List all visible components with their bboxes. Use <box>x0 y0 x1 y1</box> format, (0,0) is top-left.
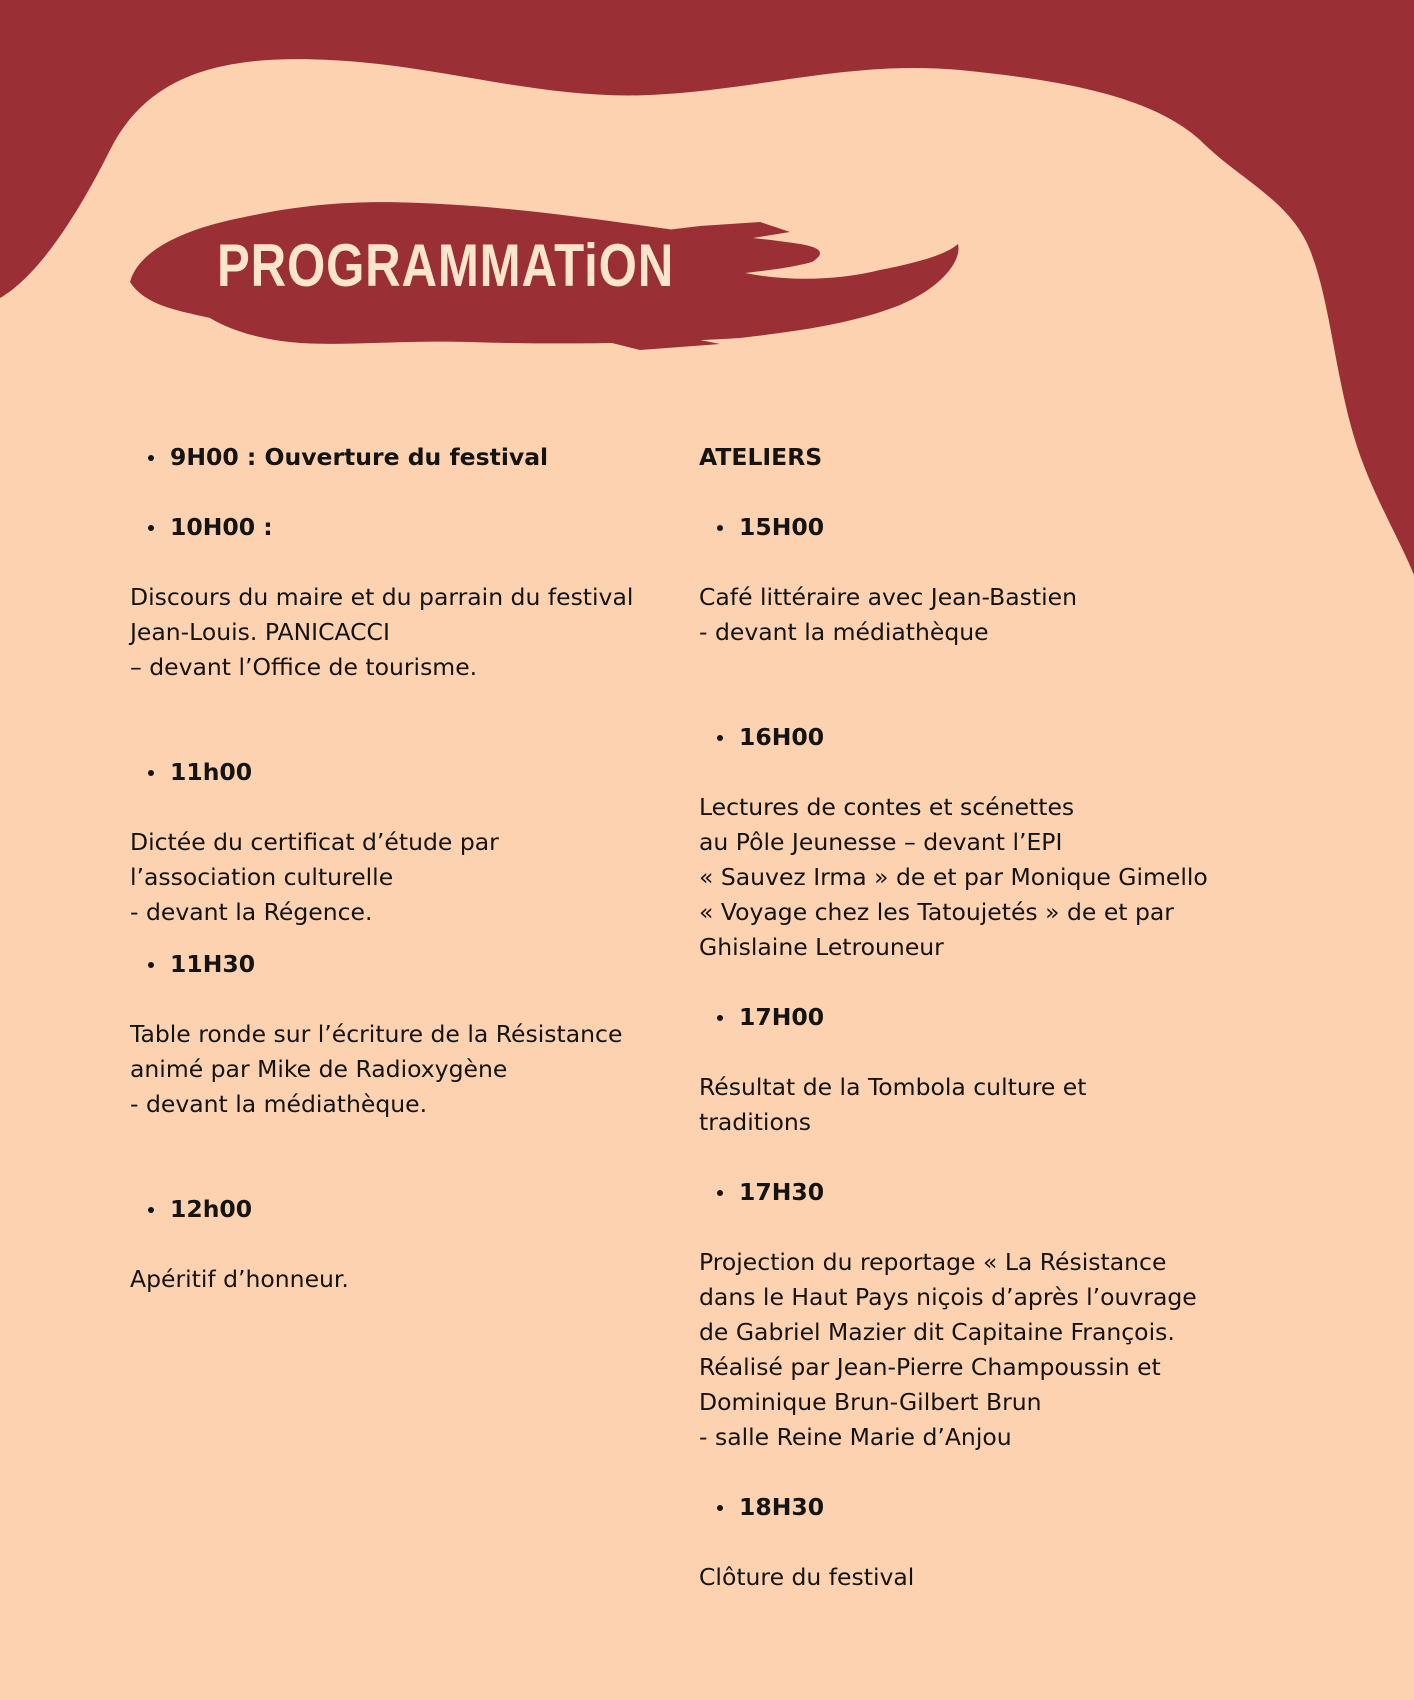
schedule-time-11h00: 11h00 <box>130 755 690 790</box>
page-title: PROGRAMMATiON <box>217 232 675 299</box>
bullet-dot <box>717 1015 723 1021</box>
bullet-dot <box>148 770 154 776</box>
schedule-time-17h00: 17H00 <box>699 1000 1299 1035</box>
schedule-desc-16h00: Lectures de contes et scénettes au Pôle Jeunesse – devant l’EPI « Sauvez Irma » de et par Monique Gimello « Voyage chez les Tatoujetés » de et par Ghislaine Letrouneur <box>699 793 1208 961</box>
bullet-dot <box>148 455 154 461</box>
bullet-dot <box>717 1190 723 1196</box>
schedule-time-16h00: 16H00 <box>699 720 1299 755</box>
schedule-time-9h00: 9H00 : Ouverture du festival <box>130 440 690 475</box>
bullet-dot <box>148 525 154 531</box>
bullet-dot <box>717 525 723 531</box>
schedule-time-12h00: 12h00 <box>130 1192 690 1227</box>
schedule-desc-12h00: Apéritif d’honneur. <box>130 1265 349 1293</box>
schedule-time-17h30: 17H30 <box>699 1175 1299 1210</box>
schedule-desc-11h30: Table ronde sur l’écriture de la Résistance animé par Mike de Radioxygène - devant la médiathèque. <box>130 1020 623 1118</box>
schedule-time-15h00: 15H00 <box>699 510 1299 545</box>
right-schedule-column <box>699 440 1299 1595</box>
left-schedule-column <box>130 440 690 1297</box>
bullet-dot <box>717 735 723 741</box>
bullet-dot <box>717 1505 723 1511</box>
schedule-desc-18h30: Clôture du festival <box>699 1563 915 1591</box>
bullet-dot <box>148 962 154 968</box>
bullet-dot <box>148 1207 154 1213</box>
schedule-desc-17h00: Résultat de la Tombola culture et traditions <box>699 1073 1087 1136</box>
schedule-desc-15h00: Café littéraire avec Jean-Bastien - devant la médiathèque <box>699 583 1077 646</box>
schedule-time-11h30: 11H30 <box>130 947 690 982</box>
schedule-time-18h30: 18H30 <box>699 1490 1299 1525</box>
schedule-desc-11h00: Dictée du certificat d’étude par l’association culturelle - devant la Régence. <box>130 828 499 926</box>
schedule-time-10h00: 10H00 : <box>130 510 690 545</box>
ateliers-heading: ATELIERS <box>699 443 823 471</box>
schedule-desc-17h30: Projection du reportage « La Résistance dans le Haut Pays niçois d’après l’ouvrage de Gabriel Mazier dit Capitaine François. Réalisé par Jean-Pierre Champoussin et Dominique Brun-Gilbert Brun - salle Reine Marie d’Anjou <box>699 1248 1197 1451</box>
schedule-desc-10h00: Discours du maire et du parrain du festival Jean-Louis. PANICACCI – devant l’Office de tourisme. <box>130 583 634 681</box>
